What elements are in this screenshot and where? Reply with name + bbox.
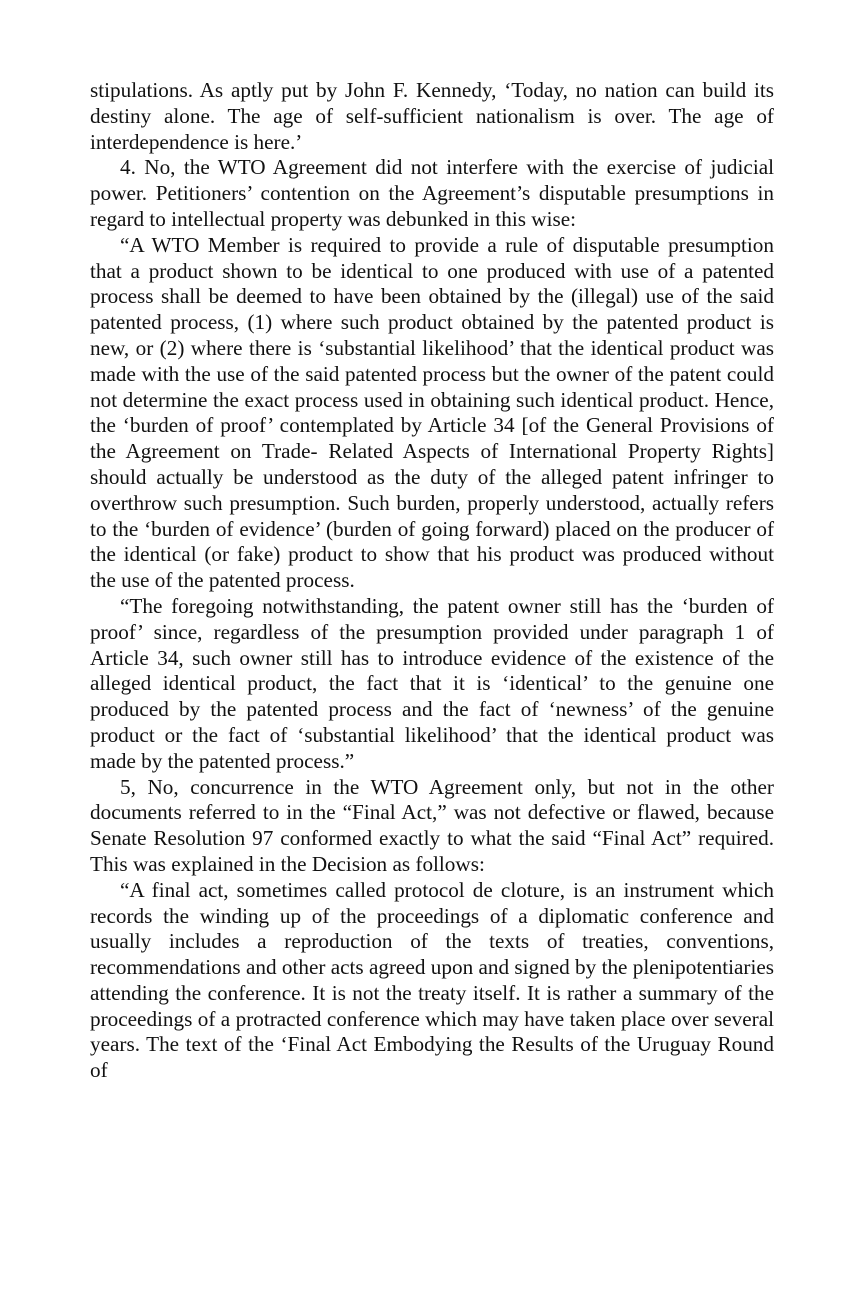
- paragraph-final-act-quote: “A final act, sometimes called protocol de cloture, is an instrument which records the winding up of the proceedings of a diplomatic conference and usually includes a reproduction of the texts of treaties, conventions, recommendations and other acts agreed upon and signed by the plenipotentiaries attending the conference. It is not the treaty itself. It is rather a summary of the proceedings of a protracted conference which may have taken place over several years. The text of the ‘Final Act Embodying the Results of the Uruguay Round of: [90, 877, 774, 1083]
- paragraph-point-5: 5, No, concurrence in the WTO Agreement only, but not in the other documents referred to in the “Final Act,” was not defective or flawed, because Senate Resolution 97 conformed exactly to what the said “Final Act” required. This was explained in the Decision as follows:: [90, 774, 774, 876]
- document-page: [90, 78, 774, 1084]
- paragraph-point-4: 4. No, the WTO Agreement did not interfere with the exercise of judicial power. Petitioners’ contention on the Agreement’s disputable presumptions in regard to intellectual property was debunked in this wise:: [90, 155, 774, 231]
- paragraph-kennedy-quote: stipulations. As aptly put by John F. Kennedy, ‘Today, no nation can build its destiny alone. The age of self-sufficient nationalism is over. The age of interdependence is here.’: [90, 78, 774, 154]
- paragraph-wto-member-quote: “A WTO Member is required to provide a rule of disputable presumption that a product shown to be identical to one produced with use of a patented process shall be deemed to have been obtained by the (illegal) use of the said patented process, (1) where such product obtained by the patented product is new, or (2) where there is ‘substantial likelihood’ that the identical product was made with the use of the said patented process but the owner of the patent could not determine the exact process used in obtaining such identical product. Hence, the ‘burden of proof’ contemplated by Article 34 [of the General Provisions of the Agreement on Trade- Related Aspects of International Property Rights] should actually be understood as the duty of the alleged patent infringer to overthrow such presumption. Such burden, properly understood, actually refers to the ‘burden of evidence’ (burden of going forward) placed on the producer of the identical (or fake) product to show that his product was produced without the use of the patented process.: [90, 232, 774, 593]
- paragraph-burden-of-proof: “The foregoing notwithstanding, the patent owner still has the ‘burden of proof’ since, regardless of the presumption provided under paragraph 1 of Article 34, such owner still has to introduce evidence of the existence of the alleged identical product, the fact that it is ‘identical’ to the genuine one produced by the patented process and the fact of ‘newness’ of the genuine product or the fact of ‘substantial likelihood’ that the identical product was made by the patented process.”: [90, 593, 774, 773]
